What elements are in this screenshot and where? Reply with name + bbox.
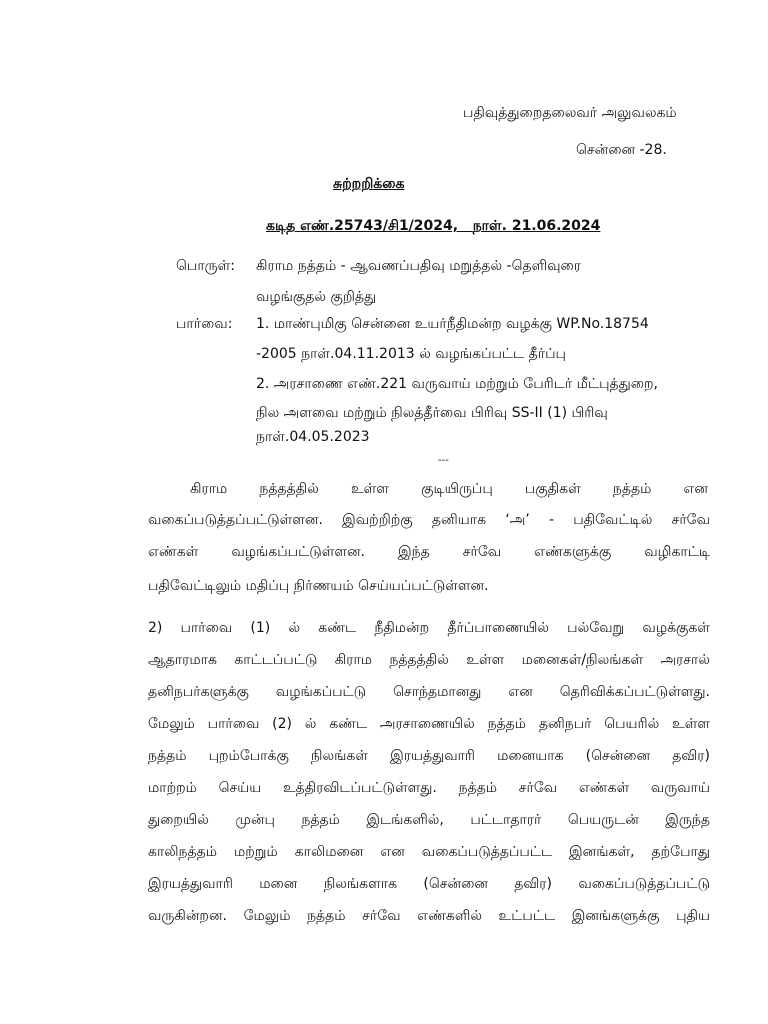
reference-1-line-1: 1. மாண்புமிகு சென்னை உயர்நீதிமன்ற வழக்கு WP.No.18754 [256, 316, 649, 332]
paragraph-2-line: 2) பார்வை (1) ல் கண்ட நீதிமன்ற தீர்ப்பாணையில் பல்வேறு வழக்குகள் [148, 620, 710, 636]
paragraph-1-line: கிராம நத்தத்தில் உள்ள குடியிருப்பு பகுதிகள் நத்தம் என [190, 481, 708, 497]
circular-title: சுற்றறிக்கை [333, 176, 405, 192]
paragraph-1-line: எண்கள் வழங்கப்பட்டுள்ளன. இந்த சர்வே எண்களுக்கு வழிகாட்டி [148, 544, 710, 560]
paragraph-2-line: மேலும் பார்வை (2) ல் கண்ட அரசாணையில் நத்தம் தனிநபர் பெயரில் உள்ள [148, 716, 710, 732]
paragraph-1-line: பதிவேட்டிலும் மதிப்பு நிர்ணயம் செய்யப்பட்டுள்ளன. [148, 578, 489, 594]
subject-line-2: வழங்குதல் குறித்து [256, 289, 377, 305]
paragraph-2-line: இரயத்துவாரி மனை நிலங்களாக (சென்னை தவிர) வகைப்படுத்தப்பட்டு [148, 876, 710, 892]
paragraph-2-line: துறையில் முன்பு நத்தம் இடங்களில், பட்டாதாரர் பெயருடன் இருந்த [148, 812, 710, 828]
references-label: பார்வை: [176, 316, 233, 332]
letter-ref-label: கடித எண். [266, 218, 335, 234]
section-separator: --- [438, 455, 449, 466]
paragraph-2-line: வருகின்றன. மேலும் நத்தம் சர்வே எண்களில் உட்பட்ட இனங்களுக்கு புதிய [148, 908, 710, 924]
letter-ref-date-label: நாள். [472, 218, 507, 234]
paragraph-2-line: மாற்றம் செய்ய உத்திரவிடப்பட்டுள்ளது. நத்தம் சர்வே எண்கள் வருவாய் [148, 780, 710, 796]
office-city: சென்னை -28. [576, 142, 667, 158]
paragraph-2-line: நத்தம் புறம்போக்கு நிலங்கள் இரயத்துவாரி மனையாக (சென்னை தவிர) [148, 748, 710, 764]
reference-2-line-3: நாள்.04.05.2023 [256, 429, 370, 445]
reference-1-line-2: -2005 நாள்.04.11.2013 ல் வழங்கப்பட்ட தீர்ப்பு [256, 346, 566, 362]
reference-2-line-2: நில அளவை மற்றும் நிலத்தீர்வை பிரிவு SS-II (1) பிரிவு [256, 405, 608, 421]
paragraph-1-line: வகைப்படுத்தப்பட்டுள்ளன. இவற்றிற்கு தனியாக ‘அ’ - பதிவேட்டில் சர்வே [148, 512, 710, 528]
letter-ref-number: 25743/சி1/2024, [334, 218, 459, 234]
office-name: பதிவுத்துறைதலைவர் அலுவலகம் [463, 105, 677, 121]
subject-label: பொருள்: [176, 258, 235, 274]
letter-ref-date: 21.06.2024 [511, 218, 601, 234]
reference-2-line-1: 2. அரசாணை எண்.221 வருவாய் மற்றும் பேரிடர் மீட்புத்துறை, [256, 376, 658, 392]
subject-line-1: கிராம நத்தம் - ஆவணப்பதிவு மறுத்தல் -தெளிவுரை [256, 258, 581, 274]
paragraph-2-line: ஆதாரமாக காட்டப்பட்டு கிராம நத்தத்தில் உள்ள மனைகள்/நிலங்கள் அரசால் [148, 652, 710, 668]
paragraph-2-line: காலிநத்தம் மற்றும் காலிமனை என வகைப்படுத்தப்பட்ட இனங்கள், தற்போது [148, 844, 710, 860]
letter-reference [266, 218, 600, 236]
paragraph-2-line: தனிநபர்களுக்கு வழங்கப்பட்டு சொந்தமானது என தெரிவிக்கப்பட்டுள்ளது. [148, 684, 710, 700]
